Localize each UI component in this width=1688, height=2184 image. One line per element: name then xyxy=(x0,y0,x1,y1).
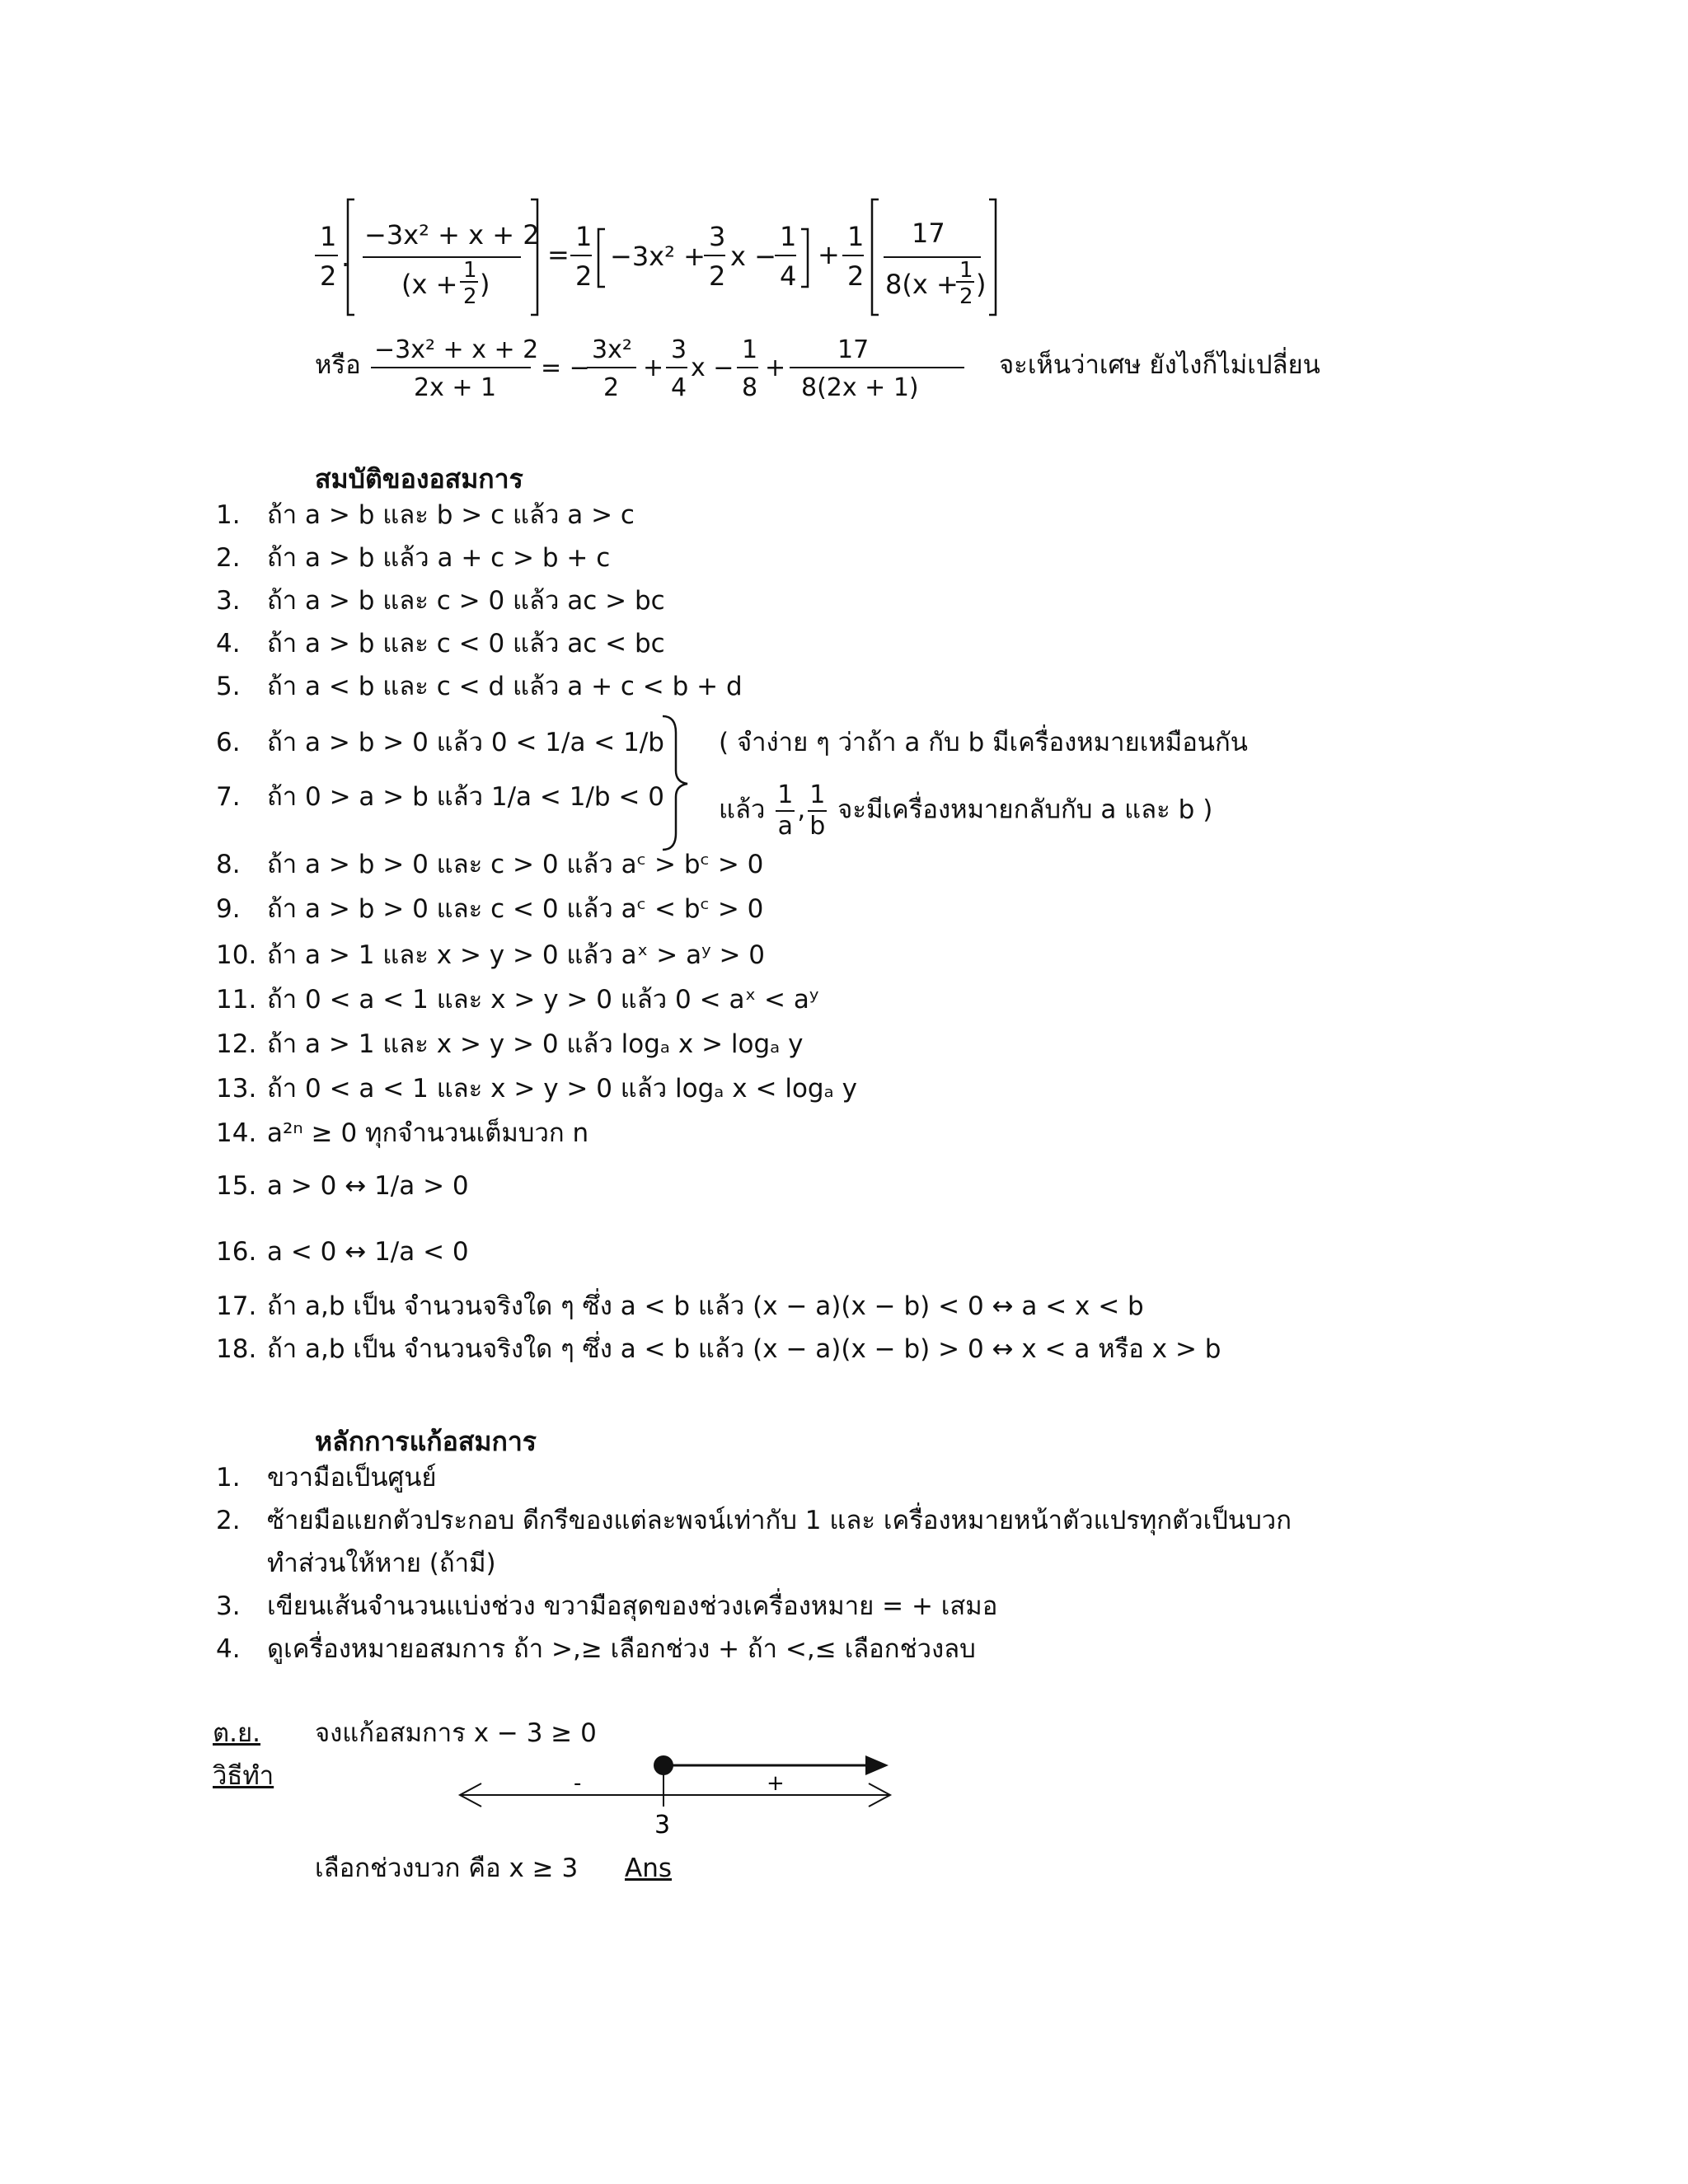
section-1-title: สมบัติของอสมการ xyxy=(315,463,523,494)
svg-text:2x + 1: 2x + 1 xyxy=(414,373,497,402)
minus-sign: - xyxy=(574,1771,582,1796)
inequality-property-item xyxy=(216,1118,589,1148)
frac-half-num: 1 xyxy=(320,221,337,252)
item-number: 7. xyxy=(216,782,241,812)
formula-2-note: จะเห็นว่าเศษ ยังไงก็ไม่เปลี่ยน xyxy=(999,350,1320,380)
item-number: 18. xyxy=(216,1334,257,1364)
item-number: 13. xyxy=(216,1074,257,1104)
svg-text:1: 1 xyxy=(742,335,758,364)
item-text: ถ้า a > b และ c < 0 แล้ว ac < bc xyxy=(267,629,665,658)
svg-text:2: 2 xyxy=(463,284,477,309)
svg-text:x −: x − xyxy=(691,354,734,382)
svg-text:2: 2 xyxy=(847,260,865,292)
item-text: ถ้า 0 < a < 1 และ x > y > 0 แล้ว logₐ x < logₐ y xyxy=(267,1074,857,1104)
svg-text:3: 3 xyxy=(671,335,687,364)
solving-step-item xyxy=(216,1551,496,1577)
inequality-property-item xyxy=(216,1334,1221,1364)
section-2-title: หลักการแก้อสมการ xyxy=(315,1426,537,1457)
svg-text:): ) xyxy=(976,269,987,300)
item-text: ถ้า 0 > a > b แล้ว 1/a < 1/b < 0 xyxy=(267,782,664,812)
item-text: a < 0 ↔ 1/a < 0 xyxy=(267,1237,469,1267)
step-number: 1. xyxy=(216,1463,241,1493)
inequality-property-item xyxy=(216,1237,469,1267)
method-label: วิธีทำ xyxy=(213,1761,274,1791)
brace-note-2: แล้ว $\frac{1}{a}$ , $\frac{1}{b}$ จะมีเครื่องหมายกลับกับ a และ b ) xyxy=(719,780,1213,841)
svg-text:2: 2 xyxy=(575,260,593,292)
svg-text:−3x² + x + 2: −3x² + x + 2 xyxy=(374,335,539,364)
solving-step-item xyxy=(216,1465,437,1491)
item-text: a²ⁿ ≥ 0 ทุกจำนวนเต็มบวก n xyxy=(267,1118,589,1148)
step-text: ขวามือเป็นศูนย์ xyxy=(267,1463,437,1493)
item-number: 2. xyxy=(216,543,241,573)
svg-text:=: = xyxy=(547,239,570,270)
solving-step-item xyxy=(216,1508,1292,1534)
formula-2-prefix: หรือ xyxy=(315,350,361,380)
closed-point-icon xyxy=(654,1755,673,1775)
solving-step-item xyxy=(216,1634,976,1664)
brace-note-2-pre: แล้ว xyxy=(719,794,766,825)
svg-text:17: 17 xyxy=(912,218,945,249)
step-text: เขียนเส้นจำนวนแบ่งช่วง ขวามือสุดของช่วงเครื่องหมาย = + เสมอ xyxy=(267,1591,998,1621)
svg-text:2: 2 xyxy=(603,373,620,402)
svg-text:2: 2 xyxy=(959,284,973,309)
item-number: 10. xyxy=(216,940,257,970)
step-number: 2. xyxy=(216,1506,241,1535)
item-text: ถ้า a > b และ b > c แล้ว a > c xyxy=(267,500,635,530)
svg-text:1: 1 xyxy=(847,221,865,252)
example-problem: จงแก้อสมการ x − 3 ≥ 0 xyxy=(315,1718,597,1748)
svg-text:+: + xyxy=(818,239,840,270)
svg-text:8(2x + 1): 8(2x + 1) xyxy=(801,373,919,402)
formula-2-svg xyxy=(371,328,997,402)
solving-step-item xyxy=(216,1591,998,1621)
svg-text:= −: = − xyxy=(541,354,590,382)
item-number: 17. xyxy=(216,1291,257,1321)
item-text: a > 0 ↔ 1/a > 0 xyxy=(267,1171,469,1201)
brace-6-7 xyxy=(659,713,692,853)
svg-text:8(x +: 8(x + xyxy=(885,269,959,300)
inequality-property-item xyxy=(216,1171,469,1201)
item-text: ถ้า a,b เป็น จำนวนจริงใด ๆ ซึ่ง a < b แล้ว (x − a)(x − b) > 0 ↔ x < a หรือ x > b xyxy=(267,1334,1221,1364)
brace-note-2-post: จะมีเครื่องหมายกลับกับ a และ b ) xyxy=(837,794,1213,825)
svg-text:x −: x − xyxy=(730,241,776,272)
item-text: ถ้า a > b > 0 และ c > 0 แล้ว aᶜ > bᶜ > 0 xyxy=(267,850,764,879)
answer-text: เลือกช่วงบวก คือ x ≥ 3 xyxy=(315,1854,579,1883)
inequality-property-item xyxy=(216,940,766,970)
item-number: 6. xyxy=(216,728,241,757)
inequality-property-item xyxy=(216,1076,857,1102)
ans-label: Ans xyxy=(625,1854,673,1883)
svg-text:1: 1 xyxy=(959,258,973,283)
item-number: 1. xyxy=(216,500,241,530)
point-label: 3 xyxy=(654,1811,671,1840)
item-text: ถ้า a < b และ c < d แล้ว a + c < b + d xyxy=(267,672,743,701)
item-number: 5. xyxy=(216,672,241,701)
step-number: 4. xyxy=(216,1634,241,1664)
lhs-den: (x + xyxy=(401,269,458,300)
item-number: 11. xyxy=(216,985,257,1015)
svg-text:8: 8 xyxy=(742,373,758,402)
inequality-property-item xyxy=(216,543,611,573)
inequality-property-item xyxy=(216,1291,1144,1321)
step-text: ดูเครื่องหมายอสมการ ถ้า >,≥ เลือกช่วง + ถ้า <,≤ เลือกช่วงลบ xyxy=(267,1634,976,1664)
svg-text:+: + xyxy=(643,354,664,382)
item-number: 14. xyxy=(216,1118,257,1148)
item-text: ถ้า a > 1 และ x > y > 0 แล้ว aˣ > aʸ > 0 xyxy=(267,940,766,970)
inequality-property-item xyxy=(216,674,743,700)
svg-text:+: + xyxy=(765,354,786,382)
svg-text:1: 1 xyxy=(463,258,477,283)
item-number: 4. xyxy=(216,629,241,658)
plus-sign: + xyxy=(767,1771,785,1796)
inequality-property-item xyxy=(216,500,635,530)
step-text: ซ้ายมือแยกตัวประกอบ ดีกรีของแต่ละพจน์เท่ากับ 1 และ เครื่องหมายหน้าตัวแปรทุกตัวเป็นบวก xyxy=(267,1506,1292,1535)
item-text: ถ้า a > b > 0 แล้ว 0 < 1/a < 1/b xyxy=(267,728,664,757)
item-text: ถ้า a > b แล้ว a + c > b + c xyxy=(267,543,611,573)
item-number: 12. xyxy=(216,1029,257,1059)
solution-arrow-icon xyxy=(865,1755,889,1775)
item-number: 9. xyxy=(216,894,241,924)
item-number: 8. xyxy=(216,850,241,879)
step-number: 3. xyxy=(216,1591,241,1621)
inequality-property-item xyxy=(216,588,665,614)
inequality-property-item xyxy=(216,1029,804,1059)
inequality-property-item xyxy=(216,730,664,756)
item-text: ถ้า a,b เป็น จำนวนจริงใด ๆ ซึ่ง a < b แล้ว (x − a)(x − b) < 0 ↔ a < x < b xyxy=(267,1291,1144,1321)
inequality-property-item xyxy=(216,852,763,878)
inequality-property-item xyxy=(216,894,764,924)
step-text: ทำส่วนให้หาย (ถ้ามี) xyxy=(267,1549,496,1578)
item-text: ถ้า a > 1 และ x > y > 0 แล้ว logₐ x > logₐ y xyxy=(267,1029,804,1059)
item-number: 15. xyxy=(216,1171,257,1201)
svg-text:−3x² +: −3x² + xyxy=(610,241,706,272)
formula-line-2 xyxy=(315,328,1320,402)
inequality-property-item xyxy=(216,631,665,657)
example-label: ต.ย. xyxy=(213,1718,261,1748)
svg-text:1: 1 xyxy=(575,221,593,252)
inequality-property-item xyxy=(216,782,664,812)
svg-text:1: 1 xyxy=(780,221,797,252)
svg-text:): ) xyxy=(480,269,490,300)
frac-half-den: 2 xyxy=(320,260,337,292)
brace-note-1: ( จำง่าย ๆ ว่าถ้า a กับ b มีเครื่องหมายเหมือนกัน xyxy=(719,728,1248,757)
number-line xyxy=(453,1747,915,1846)
svg-text:4: 4 xyxy=(780,260,797,292)
item-text: ถ้า 0 < a < 1 และ x > y > 0 แล้ว 0 < aˣ < aʸ xyxy=(267,985,819,1015)
formula-1-svg xyxy=(315,196,1139,320)
svg-text:3: 3 xyxy=(709,221,726,252)
item-number: 16. xyxy=(216,1237,257,1267)
inequality-property-item xyxy=(216,987,818,1013)
svg-text:4: 4 xyxy=(671,373,687,402)
item-number: 3. xyxy=(216,586,241,616)
svg-text:17: 17 xyxy=(837,335,870,364)
svg-text:3x²: 3x² xyxy=(592,335,632,364)
item-text: ถ้า a > b > 0 และ c < 0 แล้ว aᶜ < bᶜ > 0 xyxy=(267,894,764,924)
svg-text:.: . xyxy=(341,241,350,273)
lhs-num: −3x² + x + 2 xyxy=(364,219,540,251)
item-text: ถ้า a > b และ c > 0 แล้ว ac > bc xyxy=(267,586,665,616)
svg-text:2: 2 xyxy=(709,260,726,292)
